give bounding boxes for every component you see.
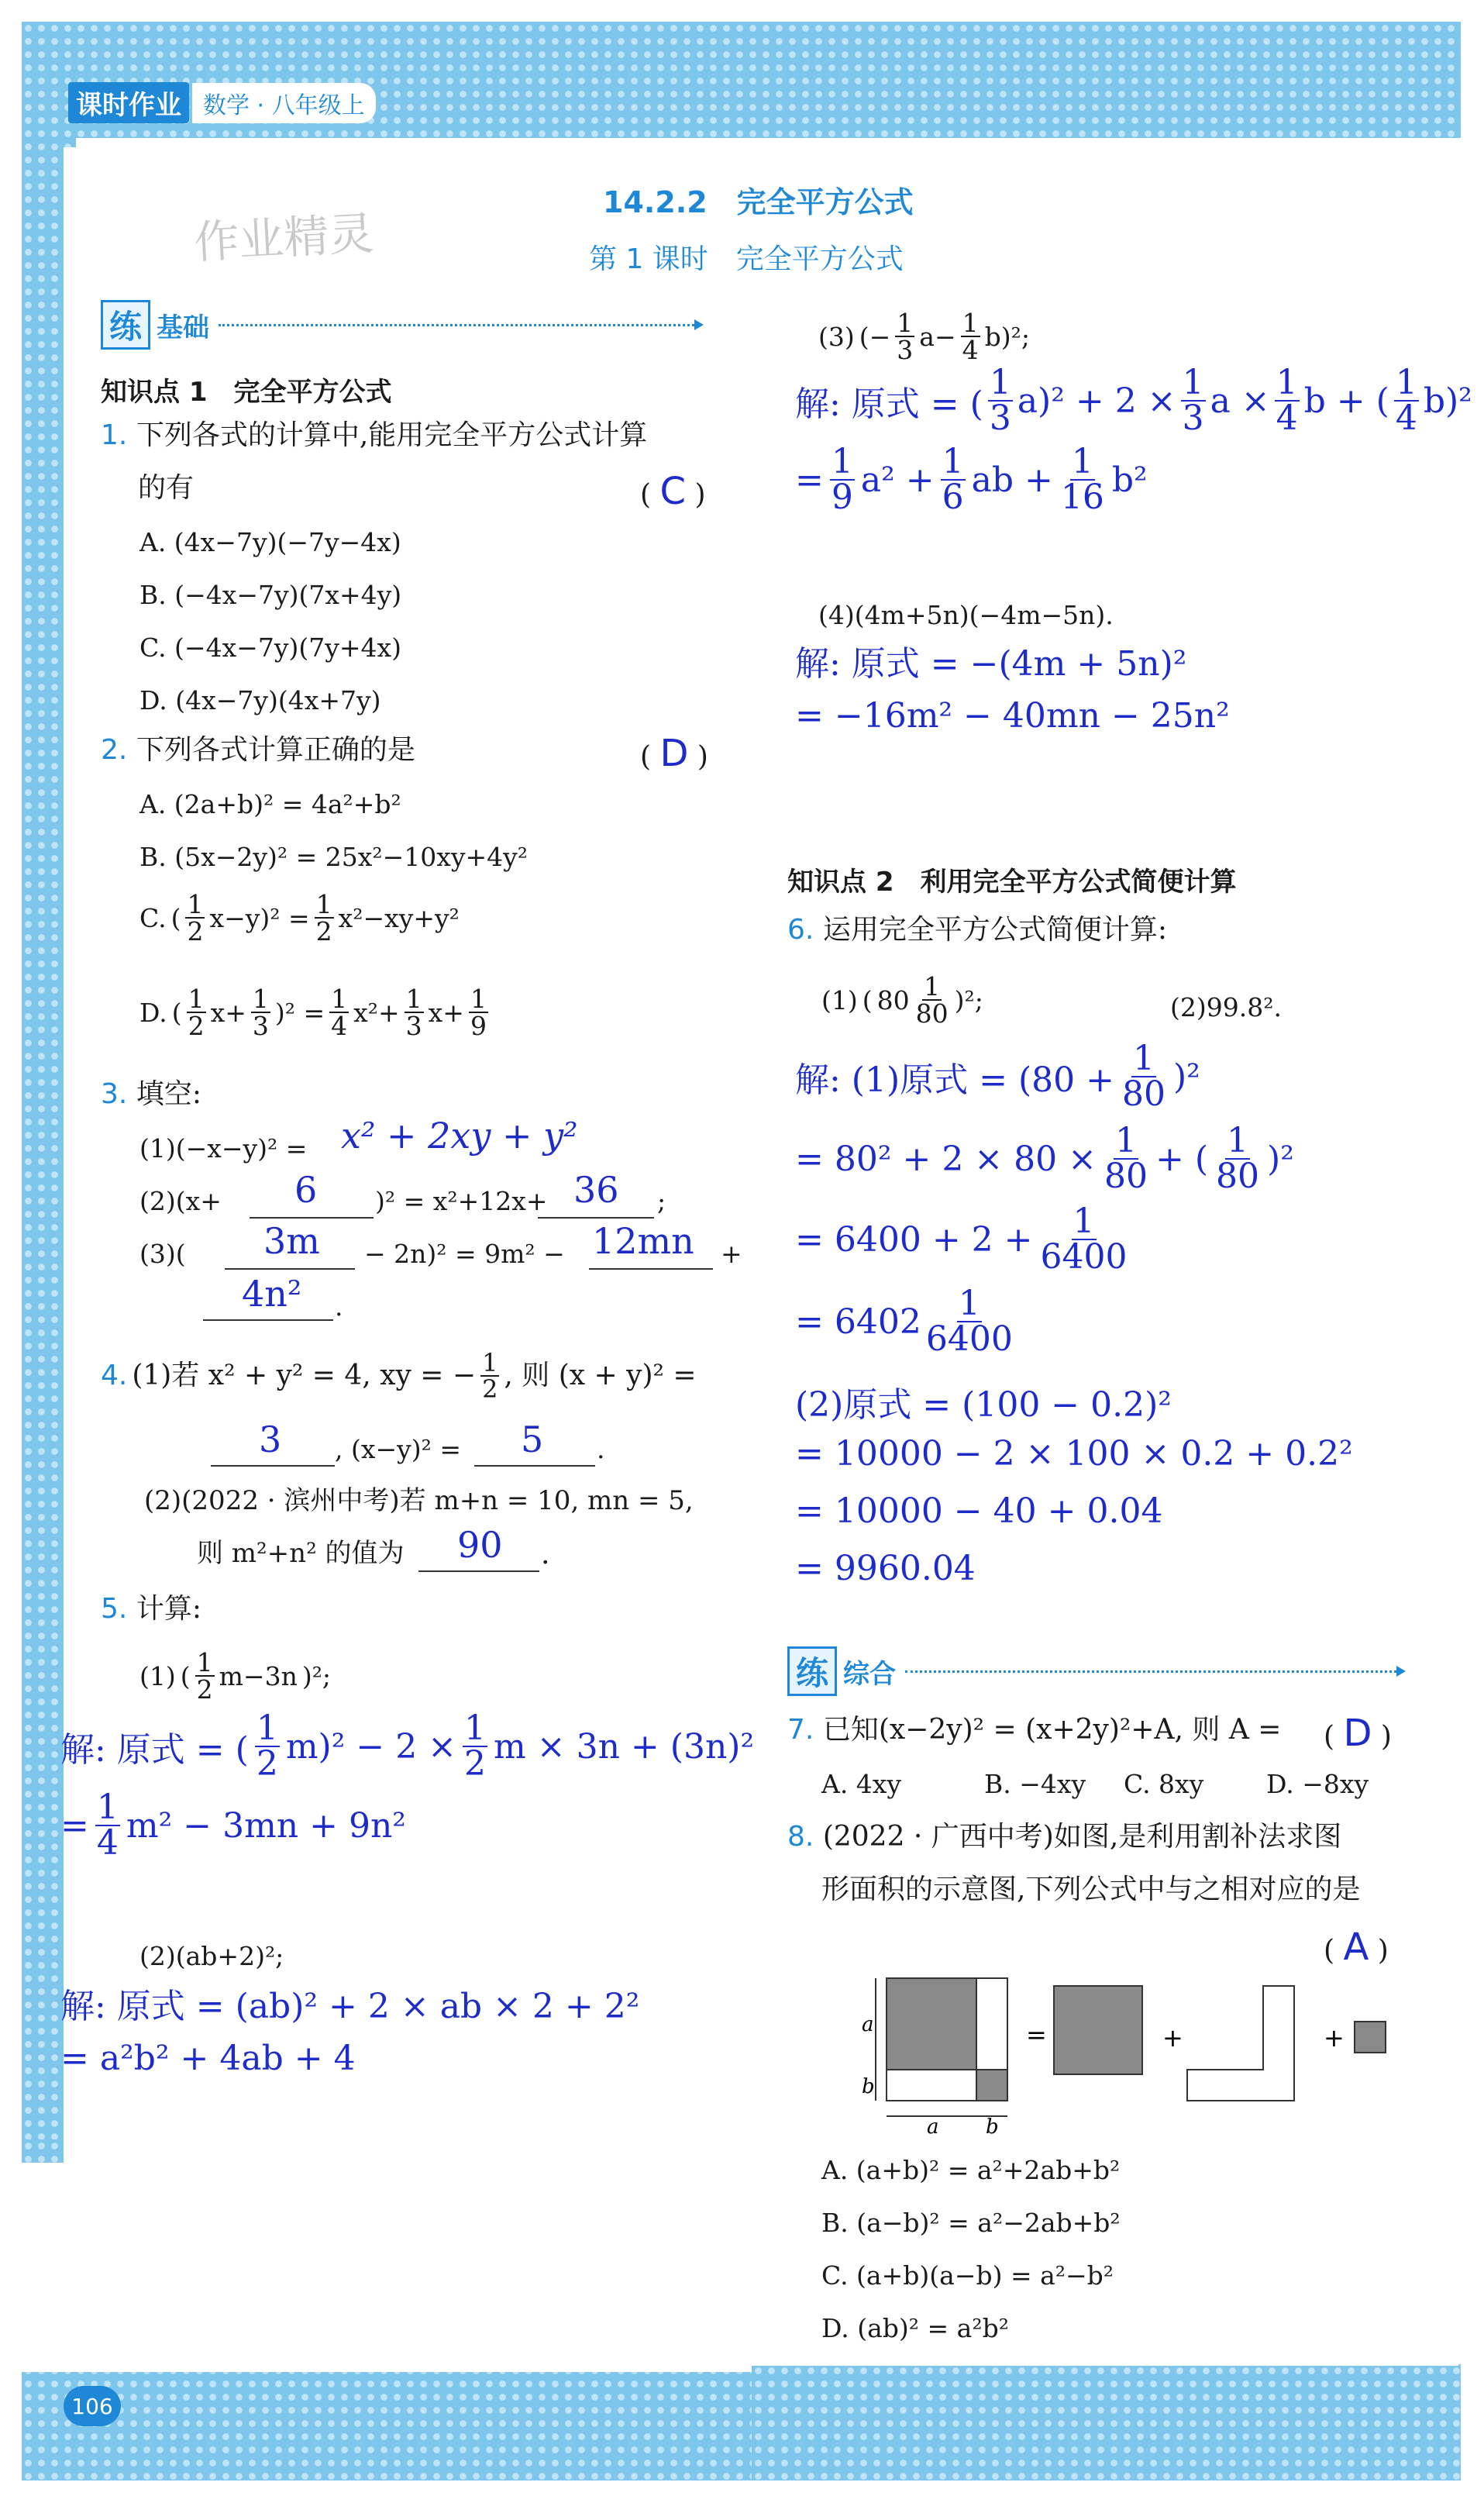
q1-text-line2: 的有 — [138, 472, 195, 504]
q4-part1-end: . — [597, 1434, 605, 1464]
q4-part2-line2: 则 m²+n² 的值为 — [197, 1538, 405, 1569]
figure-label-b-bottom: b — [986, 2115, 999, 2139]
q1-text: 下列各式的计算中,能用完全平方公式计算 — [136, 419, 648, 451]
q2-option-a: A. (2a+b)² = 4a²+b² — [139, 789, 401, 819]
q4-part1-text-c: , (x−y)² = — [335, 1434, 462, 1464]
q6-solution-2: = 80² + 2 × 80 × $\frac{1}{80}$ + ( $\frac{1}{80}$ )² — [795, 1121, 1294, 1196]
q6-title: 运用完全平方公式简便计算: — [822, 914, 1167, 946]
q3-blank-4 — [589, 1268, 713, 1270]
figure-square-b — [976, 2070, 1007, 2101]
q1-option-b: B. (−4x−7y)(7x+4y) — [139, 580, 402, 610]
figure-label-a-bottom: a — [927, 2115, 939, 2139]
figure-plus-1: + — [1162, 2023, 1183, 2053]
q8-number: 8. — [787, 1821, 814, 1853]
q4-answer-2: 5 — [521, 1419, 544, 1460]
q3-blank-3 — [225, 1268, 355, 1270]
page-number-badge — [64, 2386, 121, 2426]
figure-label-a-left: a — [862, 2013, 874, 2036]
q5-title: 计算: — [136, 1593, 201, 1625]
q3-blank-5 — [203, 1319, 333, 1321]
q4-part1-text-b: , 则 (x + y)² = — [504, 1360, 697, 1392]
q8-answer-bracket: ( A ) — [1324, 1925, 1389, 1969]
q3-line3-answer-3: 4n² — [242, 1273, 302, 1315]
q2-answer: D — [659, 732, 689, 775]
section-comprehensive-header — [787, 1646, 1401, 1696]
q7-number: 7. — [787, 1714, 814, 1746]
q7-answer-bracket: ( D ) — [1324, 1712, 1392, 1755]
knowledge-point-2: 知识点 2 利用完全平方公式简便计算 — [787, 867, 1237, 898]
q4-part1: 4. (1)若 x² + y² = 4, xy = − $\frac{1}{2}$ , 则 (x + y)² = — [101, 1348, 697, 1404]
q6-part1: (1) ( 80 $\frac{1}{80}$ )²; — [821, 971, 983, 1029]
q4-part2-end: . — [541, 1539, 550, 1570]
q3-line2-answer-1: 6 — [294, 1169, 318, 1211]
q4-answer-3: 90 — [457, 1524, 503, 1566]
q8-option-a: A. (a+b)² = a²+2ab+b² — [821, 2155, 1121, 2185]
q2-question: 下列各式计算正确的是 — [136, 734, 415, 766]
q6-text — [787, 915, 1167, 946]
section-title: 14.2.2 完全平方公式 — [603, 185, 914, 219]
q5-text — [101, 1594, 201, 1625]
q5-part3-solution-1: 解: 原式 = ( $\frac{1}{3}$ a)² + 2 × $\frac{1}{3}$ a × $\frac{1}{4}$ b + ( $\frac{1}{4}$ b)² — [795, 363, 1472, 438]
q8-question: (2022 · 广西中考)如图,是利用割补法求图 — [822, 1821, 1342, 1853]
q3-line3-a: (3)( — [139, 1239, 186, 1269]
q6-solution-4: = 6402 $\frac{1}{6400}$ — [795, 1284, 1013, 1359]
q4-blank-2 — [474, 1465, 595, 1467]
q6-solution-6: = 10000 − 2 × 100 × 0.2 + 0.2² — [795, 1434, 1353, 1474]
q3-line3-answer-1: 3m — [263, 1220, 320, 1262]
q7-answer: D — [1343, 1712, 1372, 1755]
q6-part2: (2)99.8². — [1170, 992, 1282, 1022]
q6-solution-1: 解: (1)原式 = (80 + $\frac{1}{80}$ )² — [795, 1039, 1200, 1114]
q3-line3-c: + — [721, 1239, 742, 1269]
q3-line1: (1)(−x−y)² = — [139, 1133, 308, 1164]
page-number: 106 — [71, 2393, 113, 2419]
header-logo-text: 课时作业 — [68, 82, 189, 123]
q3-text — [101, 1079, 201, 1110]
q5-part2-solution-1: 解: 原式 = (ab)² + 2 × ab × 2 + 2² — [60, 1987, 640, 2026]
q2-option-c-label: C. — [139, 902, 167, 933]
q2-option-b: B. (5x−2y)² = 25x²−10xy+4y² — [139, 842, 528, 872]
arrow-line-icon-2 — [905, 1670, 1401, 1673]
practice-badge-2: 练 — [787, 1646, 837, 1696]
figure-plus-2: + — [1324, 2023, 1345, 2053]
q3-title: 填空: — [136, 1078, 201, 1110]
q5-part1-label: (1) — [139, 1660, 176, 1691]
q7-option-a: A. 4xy — [821, 1769, 902, 1799]
figure-l-shape — [1187, 1986, 1294, 2101]
q7-option-b: B. −4xy — [984, 1769, 1086, 1799]
q5-part4-solution-1: 解: 原式 = −(4m + 5n)² — [795, 644, 1187, 684]
practice-badge: 练 — [101, 300, 150, 350]
q3-line2-b: )² = x²+12x+ — [375, 1186, 548, 1216]
q7-text — [787, 1715, 1281, 1746]
arrow-line-icon — [219, 324, 699, 326]
section-basic-header — [101, 300, 699, 350]
q3-number: 3. — [101, 1078, 128, 1110]
q2-option-d-label: D. — [139, 997, 167, 1028]
q6-solution-3: = 6400 + 2 + $\frac{1}{6400}$ — [795, 1201, 1128, 1277]
q6-solution-8: = 9960.04 — [795, 1549, 976, 1588]
figure-label-b-left: b — [862, 2075, 875, 2098]
q3-line2-answer-2: 36 — [573, 1169, 619, 1211]
q8-option-c: C. (a+b)(a−b) = a²−b² — [821, 2260, 1114, 2291]
q5-part4: (4)(4m+5n)(−4m−5n). — [818, 600, 1114, 630]
q3-blank-2 — [538, 1217, 654, 1219]
q8-option-d: D. (ab)² = a²b² — [821, 2313, 1009, 2343]
knowledge-point-1: 知识点 1 完全平方公式 — [101, 377, 392, 408]
decorative-dot-band-bottom — [752, 2364, 1461, 2480]
q3-line2-end: ; — [657, 1186, 666, 1216]
q5-part2: (2)(ab+2)²; — [139, 1941, 284, 1971]
figure-big-square — [1054, 1986, 1142, 2074]
figure-small-square — [1355, 2022, 1386, 2053]
figure-square-a — [887, 1978, 976, 2070]
q5-part1-solution-1: 解: 原式 = ( $\frac{1}{2}$ m)² − 2 × $\frac{1}{2}$ m × 3n + (3n)² — [60, 1708, 755, 1784]
q1-option-d: D. (4x−7y)(4x+7y) — [139, 685, 381, 715]
q5-part1-expr: m−3n — [219, 1660, 298, 1691]
q5-number: 5. — [101, 1593, 128, 1625]
q1-option-c: C. (−4x−7y)(7y+4x) — [139, 633, 401, 663]
section-basic-label: 基础 — [157, 312, 209, 343]
header-subtitle: 数学 · 八年级上 — [192, 83, 376, 123]
lesson-title: 第 1 课时 完全平方公式 — [589, 243, 904, 275]
figure-equals: = — [1026, 2020, 1047, 2050]
q3-line2-a: (2)(x+ — [139, 1186, 222, 1216]
q3-line3-b: − 2n)² = 9m² − — [364, 1239, 565, 1269]
q4-blank-3 — [418, 1570, 539, 1572]
q5-part1-solution-2: = $\frac{1}{4}$ m² − 3mn + 9n² — [60, 1788, 406, 1863]
q5-part4-solution-2: = −16m² − 40mn − 25n² — [795, 696, 1230, 736]
q1-text-line1 — [101, 420, 647, 451]
q5-part3-solution-2: = $\frac{1}{9}$ a² + $\frac{1}{6}$ ab + $\frac{1}{16}$ b² — [795, 442, 1148, 517]
q7-question: 已知(x−2y)² = (x+2y)²+A, 则 A = — [822, 1714, 1282, 1746]
section-comprehensive-label: 综合 — [843, 1658, 896, 1690]
q2-answer-bracket: ( D ) — [640, 732, 708, 775]
q8-option-b: B. (a−b)² = a²−2ab+b² — [821, 2208, 1121, 2238]
q5-part3: (3) (− $\frac{1}{3}$ a− $\frac{1}{4}$ b)²; — [818, 308, 1030, 365]
header-logo — [68, 82, 376, 123]
q2-option-d: D. ( $\frac{1}{2}$ x+ $\frac{1}{3}$ )² = $\frac{1}{4}$ x²+ $\frac{1}{3}$ x+ $\frac{1}{9}$ — [139, 984, 487, 1041]
q6-solution-5: (2)原式 = (100 − 0.2)² — [795, 1385, 1172, 1425]
q7-option-d: D. −8xy — [1266, 1769, 1369, 1799]
q3-blank-1 — [250, 1217, 374, 1219]
figure-rect-bottom — [887, 2070, 976, 2101]
figure-rect-right — [976, 1978, 1007, 2070]
q6-number: 6. — [787, 914, 814, 946]
q4-answer-1: 3 — [259, 1419, 282, 1460]
q8-text-line1 — [787, 1822, 1341, 1853]
q8-text-line2: 形面积的示意图,下列公式中与之相对应的是 — [821, 1874, 1361, 1905]
q3-line1-answer: x² + 2xy + y² — [341, 1115, 578, 1157]
q3-line3-answer-2: 12mn — [592, 1220, 694, 1262]
q1-answer: C — [659, 470, 687, 513]
q6-solution-7: = 10000 − 40 + 0.04 — [795, 1491, 1163, 1531]
q8-answer: A — [1343, 1925, 1369, 1969]
q2-option-c: C. ( $\frac{1}{2}$ x−y)² = $\frac{1}{2}$ x²−xy+y² — [139, 889, 460, 946]
q5-part1: (1) ( $\frac{1}{2}$ m−3n )²; — [139, 1647, 332, 1705]
q5-part2-solution-2: = a²b² + 4ab + 4 — [60, 2039, 356, 2078]
q4-blank-1 — [211, 1465, 335, 1467]
q8-figure — [852, 1969, 1410, 2139]
q4-number: 4. — [101, 1360, 128, 1392]
q1-option-a: A. (4x−7y)(−7y−4x) — [139, 527, 401, 557]
decorative-dot-band-bottom-left — [22, 2364, 752, 2480]
q2-text — [101, 735, 415, 766]
q1-number: 1. — [101, 419, 128, 451]
q1-answer-bracket: ( C ) — [640, 470, 706, 513]
page-paper-lower-left — [22, 2163, 752, 2372]
q7-option-c: C. 8xy — [1124, 1769, 1204, 1799]
q2-number: 2. — [101, 734, 128, 766]
q4-part1-text-a: (1)若 x² + y² = 4, xy = − — [132, 1360, 477, 1392]
watermark: 作业精灵 — [192, 206, 375, 270]
q4-part2-line1: (2)(2022 · 滨州中考)若 m+n = 10, mn = 5, — [144, 1485, 694, 1516]
q3-line3-end: . — [335, 1291, 343, 1322]
